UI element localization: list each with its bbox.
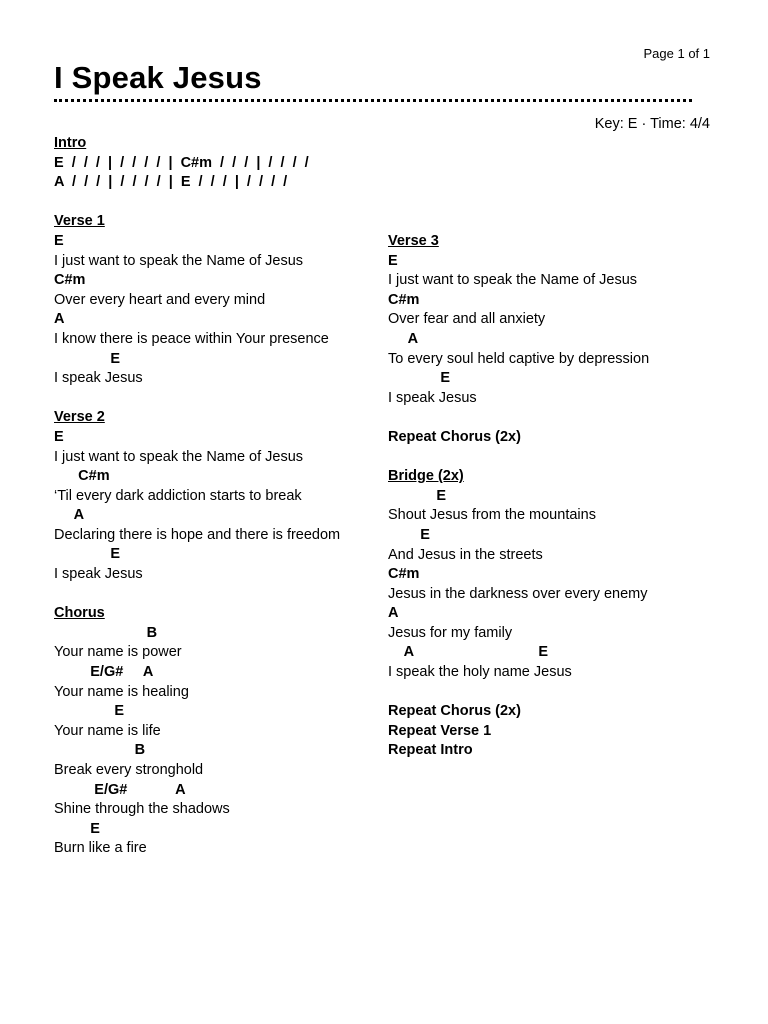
chord-line: E [388,370,451,387]
chord-line: B [54,742,146,759]
section-heading-intro: Intro [54,135,87,151]
lyric-line: Jesus in the darkness over every enemy [388,585,648,602]
chord-line: E [54,820,100,837]
section-heading-bridge: Bridge (2x) [388,468,464,485]
lyric-line: I just want to speak the Name of Jesus [54,448,304,465]
repeat-instruction: Repeat Verse 1 [388,722,492,739]
lyric-line: ‘Til every dark addiction starts to break [54,487,302,504]
lyric-line: Shout Jesus from the mountains [388,507,596,524]
chord-line: A E [388,644,549,661]
chord: C#m [180,154,212,171]
section-heading-chorus: Chorus [54,605,105,622]
right-column [388,232,728,761]
lyric-line: I speak Jesus [54,566,143,583]
lyric-line: Your name is healing [54,683,189,700]
chord-line: E [54,350,121,367]
beat-marks: / / / | / / / / [212,154,309,171]
section-heading-verse-3: Verse 3 [388,233,439,249]
lyric-line: Your name is life [54,722,161,739]
chord-line: C#m [388,566,420,583]
intro-line [54,154,374,174]
lyric-line: I speak Jesus [54,370,143,387]
chord-line: E/G# A [54,664,154,681]
chord-line: C#m [388,291,420,308]
section-heading-verse-2: Verse 2 [54,409,105,426]
intro-line [54,173,374,193]
chord-line: E [54,546,121,563]
lyric-line: To every soul held captive by depression [388,350,650,367]
song-title: I Speak Jesus [54,60,262,95]
chord-line: E [54,428,64,445]
chord: E [180,174,191,191]
repeat-instruction: Repeat Chorus (2x) [388,428,521,445]
lyric-line: Break every stronghold [54,762,204,778]
chord-line: E [54,232,64,249]
chord-line: C#m [54,468,110,485]
section-heading-verse-1: Verse 1 [54,213,105,230]
chord-line: E [54,703,125,720]
chord-line: E [388,487,447,504]
lyric-line: I speak Jesus [388,389,477,406]
lyric-line: I just want to speak the Name of Jesus [388,272,638,289]
chord-line: A [54,507,85,524]
lyric-line: Over every heart and every mind [54,291,266,308]
beat-marks: / / / | / / / / | [63,174,181,191]
chord-line: A [388,605,399,622]
chord-line: A [388,330,419,347]
lyric-line: I speak the holy name Jesus [388,664,572,681]
lyric-line: Jesus for my family [388,624,513,641]
lyric-line: I know there is peace within Your presence [54,330,329,347]
left-column [54,134,374,859]
chord-line: E [388,526,430,543]
chord-line: B [54,624,158,641]
lyric-line: Your name is power [54,644,182,661]
chord: E [54,154,64,171]
lyric-line: Burn like a fire [54,840,147,857]
page-number: Page 1 of 1 [643,46,710,61]
dotted-divider [54,99,692,102]
chord-line: E/G# A [54,781,186,798]
lyric-line: And Jesus in the streets [388,546,543,563]
chord-line: E [388,252,398,269]
repeat-instruction: Repeat Chorus (2x) [388,703,521,720]
beat-marks: / / / | / / / / | [63,154,181,171]
repeat-instruction: Repeat Intro [388,742,473,759]
beat-marks: / / / | / / / / [190,174,288,191]
chord-line: A [54,311,65,328]
chord: A [54,174,64,191]
lyric-line: Shine through the shadows [54,801,230,818]
lyric-line: Declaring there is hope and there is freedom [54,526,341,543]
lyric-line: Over fear and all anxiety [388,311,546,328]
lyric-line: I just want to speak the Name of Jesus [54,252,304,269]
chord-line: C#m [54,272,86,289]
key-time-info: Key: E · Time: 4/4 [594,116,710,132]
